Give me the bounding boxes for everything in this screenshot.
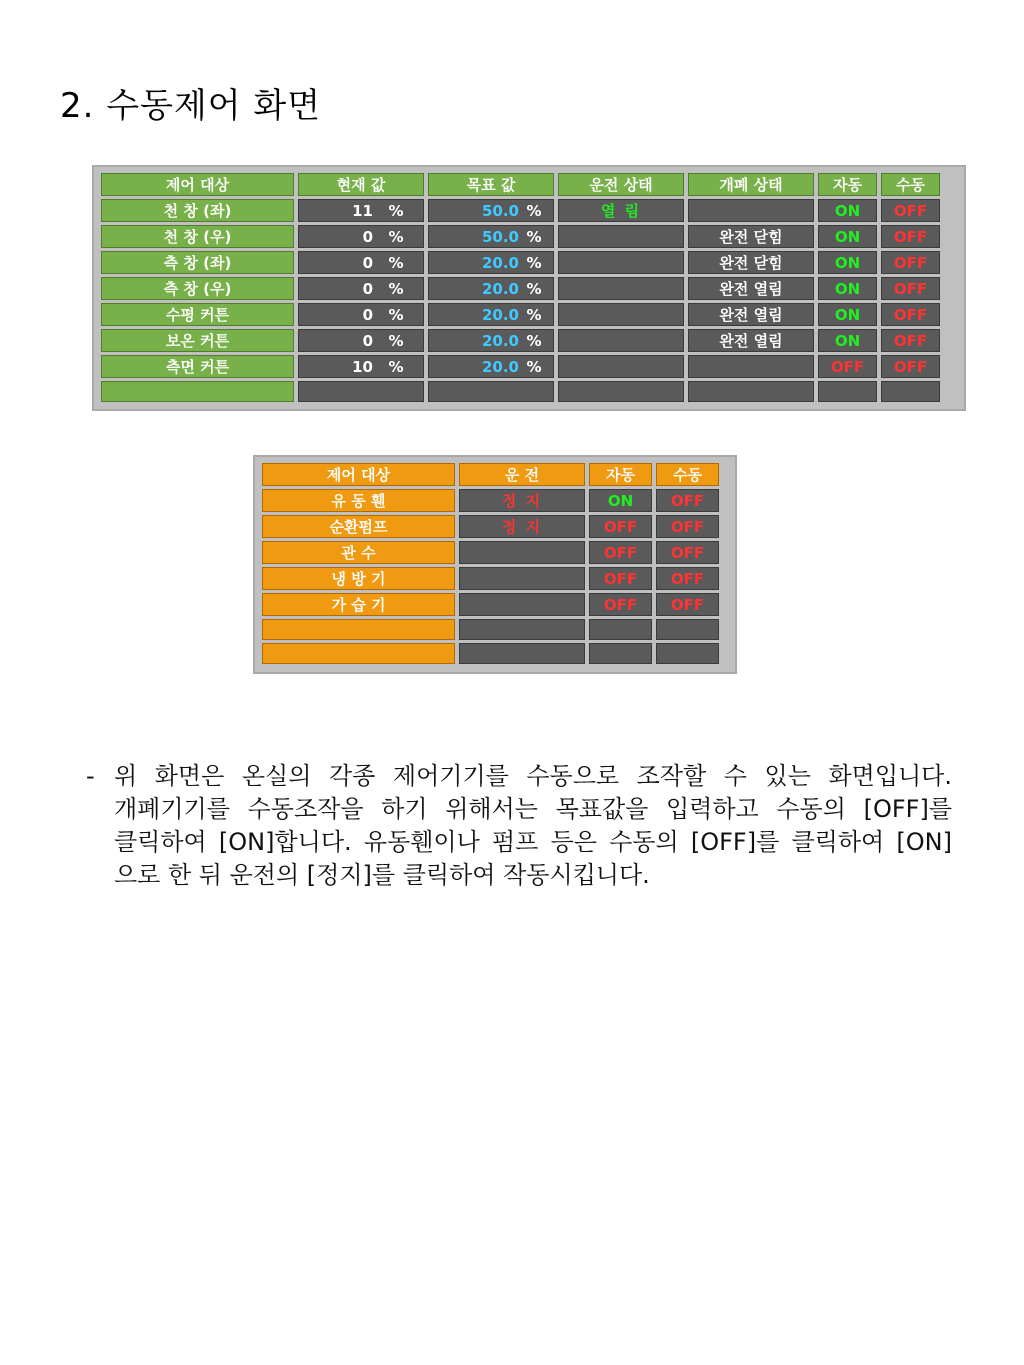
device-table-header	[262, 463, 719, 486]
window-table-row	[101, 251, 940, 274]
current-value-cell	[298, 251, 424, 274]
device-table-row	[262, 643, 719, 664]
header-device-manual: 수동	[656, 463, 719, 486]
auto-toggle[interactable]: ON	[818, 329, 877, 352]
current-value: 0	[362, 331, 373, 350]
header-manual: 수동	[881, 173, 940, 196]
device-auto-toggle[interactable]: OFF	[589, 567, 652, 590]
auto-toggle[interactable]: ON	[818, 199, 877, 222]
device-run-button[interactable]: 정 지	[459, 489, 585, 512]
description-text: 위 화면은 온실의 각종 제어기기를 수동으로 조작할 수 있는 화면입니다. 개폐기기를 수동조작을 하기 위해서는 목표값을 입력하고 수동의 [OFF]를 클릭하여 [ON]합니다. 유동휀이나 펌프 등은 수동의 [OFF]를 클릭하여 [ON]으로 한 뒤 운전의 [정지]를 클릭하여 작동시킵니다.	[114, 762, 952, 889]
window-table-row	[101, 277, 940, 300]
run-state-button[interactable]	[558, 303, 684, 326]
manual-toggle[interactable]: OFF	[881, 355, 940, 378]
current-value-cell	[298, 329, 424, 352]
target-value: 50.0	[481, 201, 519, 220]
device-run-button[interactable]	[459, 567, 585, 590]
device-table-row	[262, 515, 719, 538]
target-unit: %	[526, 279, 542, 298]
device-manual-toggle[interactable]: OFF	[656, 567, 719, 590]
current-value: 0	[362, 305, 373, 324]
window-control-table	[97, 170, 944, 405]
target-value: 20.0	[481, 253, 519, 272]
current-value-cell	[298, 381, 424, 402]
current-unit: %	[388, 331, 404, 350]
page-title: 2. 수동제어 화면	[60, 86, 322, 126]
row-target-label: 천 창 (좌)	[101, 199, 294, 222]
target-unit: %	[526, 253, 542, 272]
window-table-row	[101, 329, 940, 352]
run-state-button[interactable]	[558, 355, 684, 378]
device-manual-toggle[interactable]	[656, 619, 719, 640]
current-value: 0	[362, 227, 373, 246]
target-value-input[interactable]	[428, 225, 554, 248]
current-value: 11	[352, 201, 373, 220]
target-unit: %	[526, 331, 542, 350]
run-state-button[interactable]: 열 림	[558, 199, 684, 222]
manual-toggle[interactable]: OFF	[881, 251, 940, 274]
target-value-input[interactable]	[428, 355, 554, 378]
current-value: 10	[352, 357, 373, 376]
device-target-label: 가 습 기	[262, 593, 455, 616]
manual-toggle[interactable]: OFF	[881, 199, 940, 222]
description-bullet: -	[86, 762, 95, 790]
run-state-button[interactable]	[558, 329, 684, 352]
target-value-input[interactable]	[428, 381, 554, 402]
row-target-label: 측 창 (좌)	[101, 251, 294, 274]
header-device-run: 운 전	[459, 463, 585, 486]
device-auto-toggle[interactable]: OFF	[589, 541, 652, 564]
run-state-button[interactable]	[558, 251, 684, 274]
auto-toggle[interactable]	[818, 381, 877, 402]
device-manual-toggle[interactable]: OFF	[656, 515, 719, 538]
device-table-row	[262, 593, 719, 616]
window-table-row	[101, 225, 940, 248]
target-value: 20.0	[481, 279, 519, 298]
manual-toggle[interactable]: OFF	[881, 329, 940, 352]
device-table-row	[262, 567, 719, 590]
device-run-button[interactable]	[459, 643, 585, 664]
device-target-label: 순환펌프	[262, 515, 455, 538]
target-value-input[interactable]	[428, 277, 554, 300]
device-target-label: 유 동 휀	[262, 489, 455, 512]
target-value-input[interactable]	[428, 251, 554, 274]
device-manual-toggle[interactable]: OFF	[656, 593, 719, 616]
row-target-label: 천 창 (우)	[101, 225, 294, 248]
current-unit: %	[388, 227, 404, 246]
auto-toggle[interactable]: ON	[818, 251, 877, 274]
target-value: 50.0	[481, 227, 519, 246]
device-run-button[interactable]: 정 지	[459, 515, 585, 538]
description	[86, 760, 952, 892]
header-target-value: 목표 값	[428, 173, 554, 196]
auto-toggle[interactable]: OFF	[818, 355, 877, 378]
device-run-button[interactable]	[459, 619, 585, 640]
gate-state-cell	[688, 199, 814, 222]
gate-state-cell: 완전 열림	[688, 329, 814, 352]
row-target-label: 측 창 (우)	[101, 277, 294, 300]
current-value-cell	[298, 199, 424, 222]
gate-state-cell: 완전 열림	[688, 277, 814, 300]
gate-state-cell	[688, 381, 814, 402]
row-target-label: 측면 커튼	[101, 355, 294, 378]
header-device-target: 제어 대상	[262, 463, 455, 486]
current-value-cell	[298, 225, 424, 248]
gate-state-cell: 완전 닫힘	[688, 225, 814, 248]
window-table-row	[101, 381, 940, 402]
row-target-label: 수평 커튼	[101, 303, 294, 326]
auto-toggle[interactable]: ON	[818, 225, 877, 248]
target-unit: %	[526, 227, 542, 246]
window-table-header	[101, 173, 940, 196]
target-unit: %	[526, 305, 542, 324]
gate-state-cell: 완전 닫힘	[688, 251, 814, 274]
current-unit: %	[388, 201, 404, 220]
device-target-label	[262, 619, 455, 640]
device-control-table	[258, 460, 723, 667]
gate-state-cell	[688, 355, 814, 378]
auto-toggle[interactable]: ON	[818, 303, 877, 326]
auto-toggle[interactable]: ON	[818, 277, 877, 300]
row-target-label: 보온 커튼	[101, 329, 294, 352]
current-unit: %	[388, 253, 404, 272]
target-value-input[interactable]	[428, 199, 554, 222]
header-current-value: 현재 값	[298, 173, 424, 196]
device-run-button[interactable]	[459, 593, 585, 616]
manual-toggle[interactable]: OFF	[881, 303, 940, 326]
device-manual-toggle[interactable]: OFF	[656, 541, 719, 564]
window-control-panel	[92, 165, 966, 411]
header-auto: 자동	[818, 173, 877, 196]
run-state-button[interactable]	[558, 381, 684, 402]
target-value: 20.0	[481, 331, 519, 350]
current-value: 0	[362, 279, 373, 298]
current-value-cell	[298, 355, 424, 378]
window-table-row	[101, 199, 940, 222]
device-auto-toggle[interactable]	[589, 619, 652, 640]
device-auto-toggle[interactable]: OFF	[589, 515, 652, 538]
current-value-cell	[298, 303, 424, 326]
device-run-button[interactable]	[459, 541, 585, 564]
device-table-row	[262, 489, 719, 512]
manual-toggle[interactable]	[881, 381, 940, 402]
target-value-input[interactable]	[428, 329, 554, 352]
current-value-cell	[298, 277, 424, 300]
window-table-row	[101, 303, 940, 326]
target-value-input[interactable]	[428, 303, 554, 326]
device-auto-toggle[interactable]	[589, 643, 652, 664]
device-table-row	[262, 619, 719, 640]
header-gate-state: 개폐 상태	[688, 173, 814, 196]
device-target-label	[262, 643, 455, 664]
target-value: 20.0	[481, 305, 519, 324]
manual-toggle[interactable]: OFF	[881, 225, 940, 248]
header-target: 제어 대상	[101, 173, 294, 196]
run-state-button[interactable]	[558, 277, 684, 300]
target-unit: %	[526, 357, 542, 376]
window-table-row	[101, 355, 940, 378]
current-value: 0	[362, 253, 373, 272]
target-value: 20.0	[481, 357, 519, 376]
device-table-row	[262, 541, 719, 564]
current-unit: %	[388, 279, 404, 298]
header-device-auto: 자동	[589, 463, 652, 486]
header-run-state: 운전 상태	[558, 173, 684, 196]
device-manual-toggle[interactable]: OFF	[656, 489, 719, 512]
device-manual-toggle[interactable]	[656, 643, 719, 664]
target-unit: %	[526, 201, 542, 220]
gate-state-cell: 완전 열림	[688, 303, 814, 326]
manual-toggle[interactable]: OFF	[881, 277, 940, 300]
row-target-label	[101, 381, 294, 402]
current-unit: %	[388, 305, 404, 324]
device-target-label: 냉 방 기	[262, 567, 455, 590]
device-target-label: 관 수	[262, 541, 455, 564]
device-auto-toggle[interactable]: ON	[589, 489, 652, 512]
device-auto-toggle[interactable]: OFF	[589, 593, 652, 616]
current-unit: %	[388, 357, 404, 376]
device-control-panel	[253, 455, 737, 674]
run-state-button[interactable]	[558, 225, 684, 248]
